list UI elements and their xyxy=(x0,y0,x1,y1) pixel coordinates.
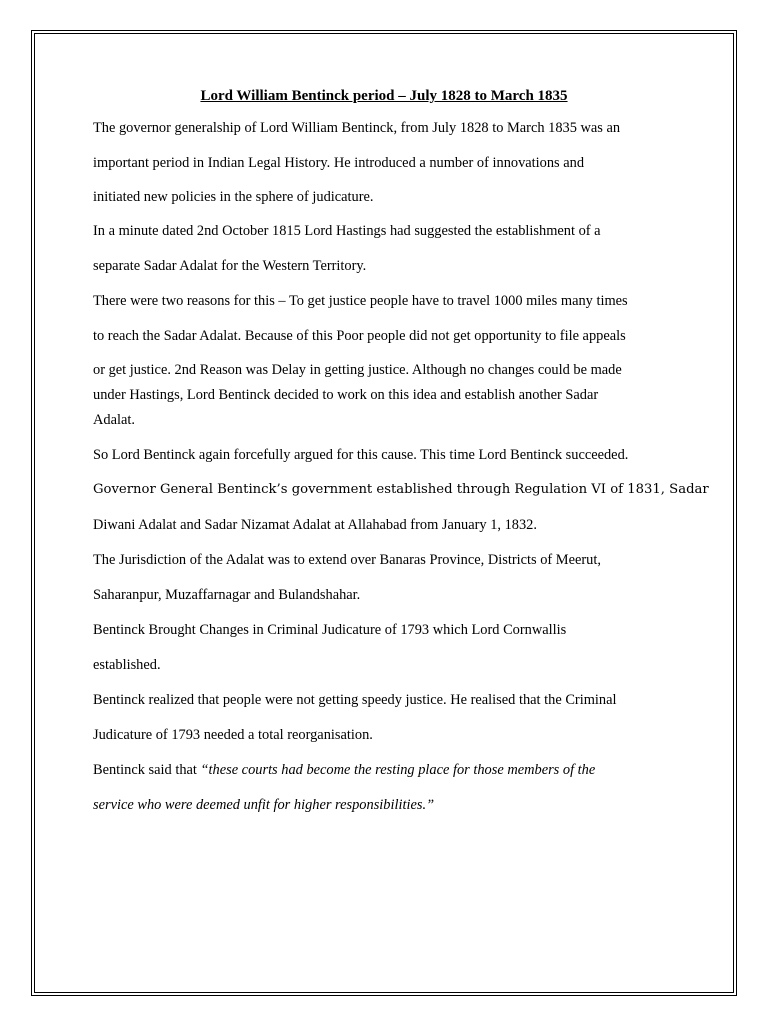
paragraph-line: Bentinck realized that people were not getting speedy justice. He realised that the Criminal xyxy=(93,692,617,708)
paragraph-line: or get justice. 2nd Reason was Delay in getting justice. Although no changes could be made xyxy=(93,362,622,378)
paragraph-line: Governor General Bentinck’s government established through Regulation VI of 1831, Sadar xyxy=(93,482,709,497)
document-title: Lord William Bentinck period – July 1828 to March 1835 xyxy=(200,88,568,104)
paragraph-line: So Lord Bentinck again forcefully argued for this cause. This time Lord Bentinck succeeded. xyxy=(93,447,629,463)
quote-intro: Bentinck said that xyxy=(93,762,201,778)
quote-line-continued: service who were deemed unfit for higher responsibilities.” xyxy=(93,797,435,813)
paragraph-line: The Jurisdiction of the Adalat was to extend over Banaras Province, Districts of Meerut, xyxy=(93,552,601,568)
paragraph-line: important period in Indian Legal History. He introduced a number of innovations and xyxy=(93,155,585,171)
paragraph-line: Saharanpur, Muzaffarnagar and Bulandshahar. xyxy=(93,587,361,603)
quote-text: “these courts had become the resting place for those members of the xyxy=(200,762,596,778)
page-border xyxy=(31,30,737,996)
paragraph-line: Adalat. xyxy=(93,412,135,428)
paragraph-line: Diwani Adalat and Sadar Nizamat Adalat at Allahabad from January 1, 1832. xyxy=(93,517,537,533)
paragraph-line: established. xyxy=(93,657,161,673)
quote-line xyxy=(93,761,595,779)
paragraph-line: Bentinck Brought Changes in Criminal Judicature of 1793 which Lord Cornwallis xyxy=(93,622,567,638)
paragraph-line: initiated new policies in the sphere of judicature. xyxy=(93,189,374,205)
paragraph-line: There were two reasons for this – To get justice people have to travel 1000 miles many times xyxy=(93,293,628,309)
paragraph-line: to reach the Sadar Adalat. Because of this Poor people did not get opportunity to file appeals xyxy=(93,328,626,344)
paragraph-line: Judicature of 1793 needed a total reorganisation. xyxy=(93,727,373,743)
paragraph-line: under Hastings, Lord Bentinck decided to work on this idea and establish another Sadar xyxy=(93,387,599,403)
paragraph-line: separate Sadar Adalat for the Western Territory. xyxy=(93,258,367,274)
paragraph-line: The governor generalship of Lord William Bentinck, from July 1828 to March 1835 was an xyxy=(93,120,621,136)
paragraph-line: In a minute dated 2nd October 1815 Lord Hastings had suggested the establishment of a xyxy=(93,223,601,239)
